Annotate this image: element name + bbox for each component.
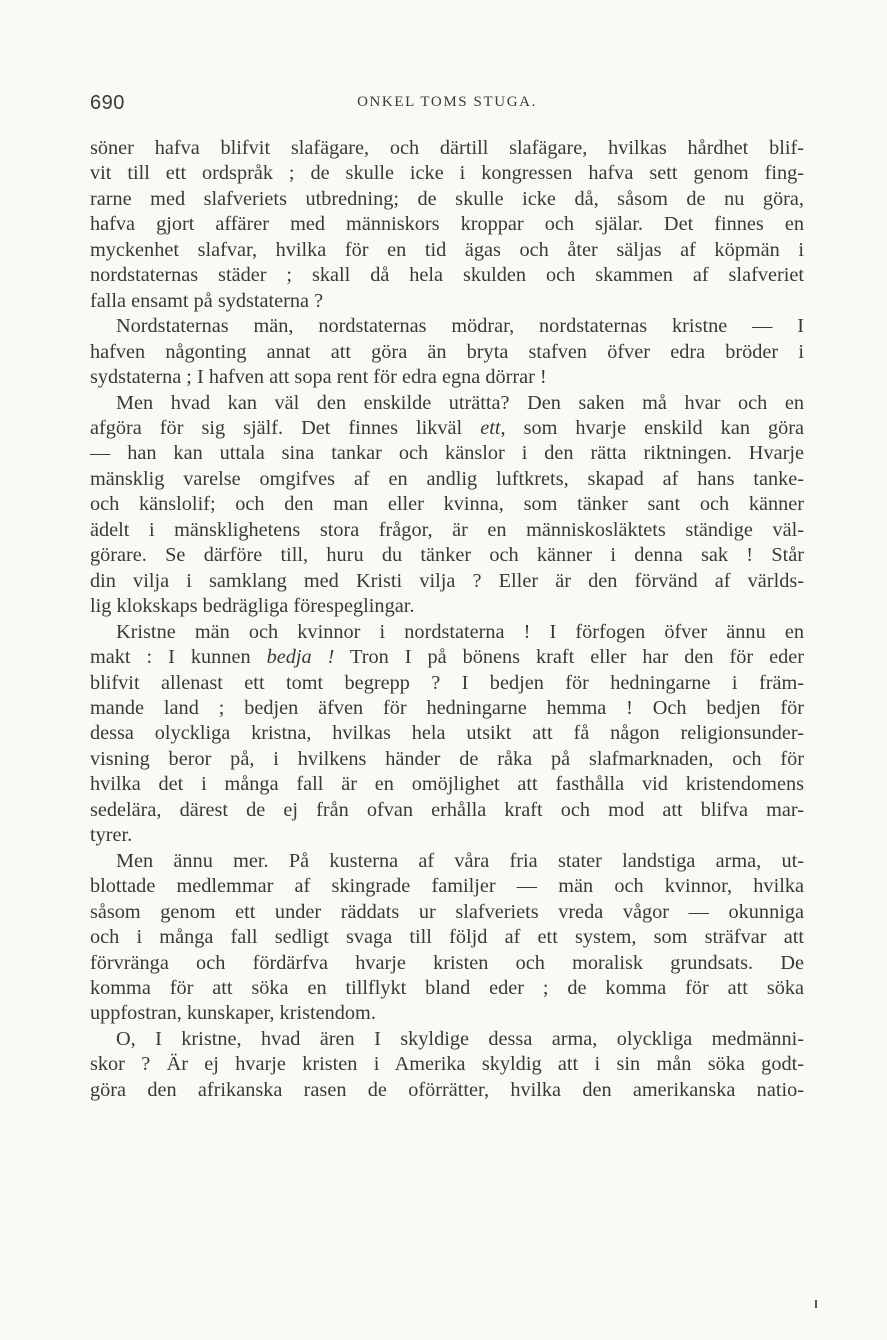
text-line: Nordstaternas män, nordstaternas mödrar, nordstaternas kristne — I xyxy=(116,315,804,338)
text-line: Men ännu mer. På kusterna af våra fria stater landstiga arma, ut- xyxy=(116,849,804,872)
text-line: — han kan uttala sina tankar och känslor i den rätta riktningen. Hvarje xyxy=(90,442,804,465)
text-line: afgöra för sig själf. Det finnes likväl ett, som hvarje enskild kan göra xyxy=(90,416,805,439)
text-line: myckenhet slafvar, hvilka för en tid ägas och åter säljas af köpmän i xyxy=(90,238,804,261)
text-line: vit till ett ordspråk ; de skulle icke i kongressen hafva sett genom fing- xyxy=(90,162,804,185)
text-line: O, I kristne, hvad ären I skyldige dessa arma, olyckliga medmänni- xyxy=(116,1027,804,1050)
text-line: hafven någonting annat att göra än bryta stafven öfver edra bröder i xyxy=(90,340,804,363)
text-line: söner hafva blifvit slafägare, och därtill slafägare, hvilkas hårdhet blif- xyxy=(90,137,804,159)
text-line: göra den afrikanska rasen de oförrätter, hvilka den amerikanska natio- xyxy=(90,1078,804,1101)
text-line: hafva gjort affärer med människors kroppar och själar. Det finnes en xyxy=(90,213,804,236)
text-line: makt : I kunnen bedja ! Tron I på bönens kraft eller har den för eder xyxy=(90,646,804,669)
page-header xyxy=(90,92,804,116)
text-line: blottade medlemmar af skingrade familjer — män och kvinnor, hvilka xyxy=(90,875,804,898)
scan-mark xyxy=(815,1300,817,1308)
text-line: förvränga och fördärfva hvarje kristen och moralisk grundsats. De xyxy=(90,951,804,974)
text-line: ädelt i mänsklighetens stora frågor, är en människosläktets ständige väl- xyxy=(90,518,804,541)
text-line: hvilka det i många fall är en omöjlighet att fasthålla vid kristendomens xyxy=(90,773,804,796)
page-number: 690 xyxy=(90,92,125,114)
paragraph xyxy=(90,314,804,390)
text-line: såsom genom ett under räddats ur slafveriets vreda vågor — okunniga xyxy=(90,900,804,923)
paragraph xyxy=(90,849,804,1027)
text-line: lig klokskaps bedrägliga förespeglingar. xyxy=(90,595,415,618)
text-line: rarne med slafveriets utbredning; de skulle icke då, såsom de nu göra, xyxy=(90,187,804,210)
paragraph xyxy=(90,620,804,849)
text-line: görare. Se därföre till, huru du tänker och känner i denna sak ! Står xyxy=(90,544,804,567)
text-line: dessa olyckliga kristna, hvilkas hela utsikt att få någon religionsunder- xyxy=(90,722,804,745)
text-line: din vilja i samklang med Kristi vilja ? Eller är den förvänd af världs- xyxy=(90,569,804,592)
paragraph xyxy=(90,391,804,620)
text-line: komma för att söka en tillflykt bland eder ; de komma för att söka xyxy=(90,976,804,999)
text-line: och i många fall sedligt svaga till följd af ett system, som sträfvar att xyxy=(90,926,804,949)
text-line: visning beror på, i hvilkens händer de råka på slafmarknaden, och för xyxy=(90,747,804,770)
running-title: ONKEL TOMS STUGA. xyxy=(357,94,537,110)
paragraph xyxy=(90,136,804,314)
text-line: Kristne män och kvinnor i nordstaterna ! I förfogen öfver ännu en xyxy=(116,620,804,643)
text-line: tyrer. xyxy=(90,824,133,847)
text-line: sydstaterna ; I hafven att sopa rent för edra egna dörrar ! xyxy=(90,366,547,389)
text-line: sedelära, därest de ej från ofvan erhålla kraft och mod att blifva mar- xyxy=(90,798,804,821)
text-line: Men hvad kan väl den enskilde uträtta? Den saken må hvar och en xyxy=(116,391,804,414)
text-line: nordstaternas städer ; skall då hela skulden och skammen af slafveriet xyxy=(90,264,804,287)
paragraph xyxy=(90,1027,804,1103)
body-text xyxy=(90,136,804,1103)
text-line: uppfostran, kunskaper, kristendom. xyxy=(90,1002,376,1025)
text-line: mande land ; bedjen äfven för hedningarne hemma ! Och bedjen för xyxy=(90,696,804,719)
text-line: blifvit allenast ett tomt begrepp ? I bedjen för hedningarne i främ- xyxy=(90,671,804,694)
text-line: mänsklig varelse omgifves af en andlig luftkrets, skapad af hans tanke- xyxy=(90,467,804,490)
text-line: falla ensamt på sydstaterna ? xyxy=(90,289,324,312)
text-line: skor ? Är ej hvarje kristen i Amerika skyldig att i sin mån söka godt- xyxy=(90,1053,804,1076)
text-line: och känslolif; och den man eller kvinna, som tänker sant och känner xyxy=(90,493,804,516)
